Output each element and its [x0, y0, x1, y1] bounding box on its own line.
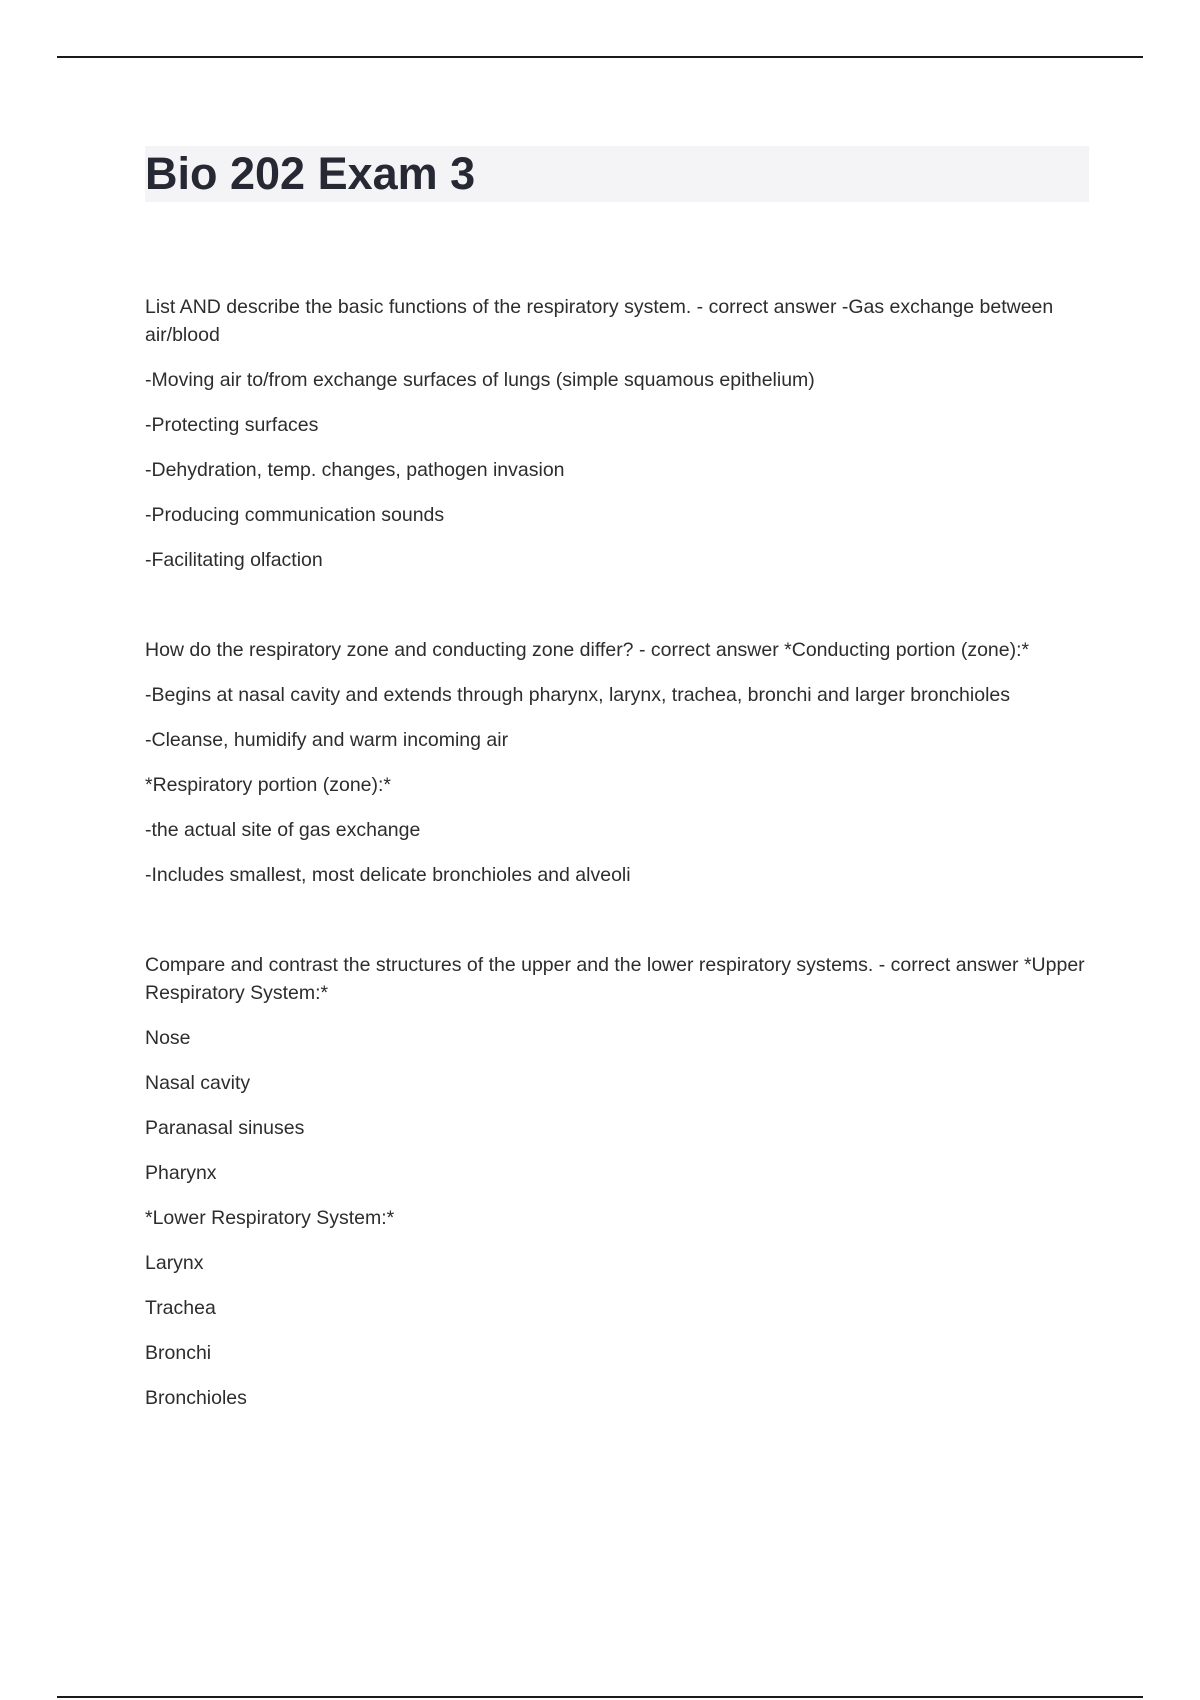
answer-line: Pharynx — [145, 1162, 217, 1184]
answer-line: -Cleanse, humidify and warm incoming air — [145, 729, 509, 751]
answer-line: -Producing communication sounds — [145, 504, 445, 526]
answer-line: Trachea — [145, 1297, 216, 1319]
answer-line: *Lower Respiratory System:* — [145, 1207, 395, 1229]
answer-line: -the actual site of gas exchange — [145, 819, 421, 841]
document-body — [145, 293, 1090, 1474]
answer-line: -Moving air to/from exchange surfaces of lungs (simple squamous epithelium) — [145, 369, 815, 391]
answer-line: -Dehydration, temp. changes, pathogen invasion — [145, 459, 565, 481]
answer-line: -Begins at nasal cavity and extends through pharynx, larynx, trachea, bronchi and larger bronchioles — [145, 684, 1010, 706]
page-title: Bio 202 Exam 3 — [145, 148, 476, 199]
answer-line: Bronchioles — [145, 1387, 247, 1409]
qa-item — [145, 293, 1090, 574]
answer-line: Paranasal sinuses — [145, 1117, 305, 1139]
bottom-rule — [57, 1696, 1143, 1698]
question-text: List AND describe the basic functions of the respiratory system. - correct answer -Gas exchange between air/blood — [145, 296, 1054, 346]
answer-line: -Facilitating olfaction — [145, 549, 323, 571]
qa-item — [145, 951, 1090, 1412]
answer-line: -Protecting surfaces — [145, 414, 319, 436]
answer-line: -Includes smallest, most delicate bronchioles and alveoli — [145, 864, 631, 886]
question-text: Compare and contrast the structures of the upper and the lower respiratory systems. - correct answer *Upper Respiratory System:* — [145, 954, 1085, 1004]
answer-line: Larynx — [145, 1252, 204, 1274]
answer-line: Nose — [145, 1027, 191, 1049]
top-rule — [57, 56, 1143, 58]
qa-item — [145, 636, 1090, 889]
question-text: How do the respiratory zone and conducting zone differ? - correct answer *Conducting portion (zone):* — [145, 639, 1030, 661]
answer-line: Bronchi — [145, 1342, 212, 1364]
answer-line: *Respiratory portion (zone):* — [145, 774, 392, 796]
answer-line: Nasal cavity — [145, 1072, 251, 1094]
